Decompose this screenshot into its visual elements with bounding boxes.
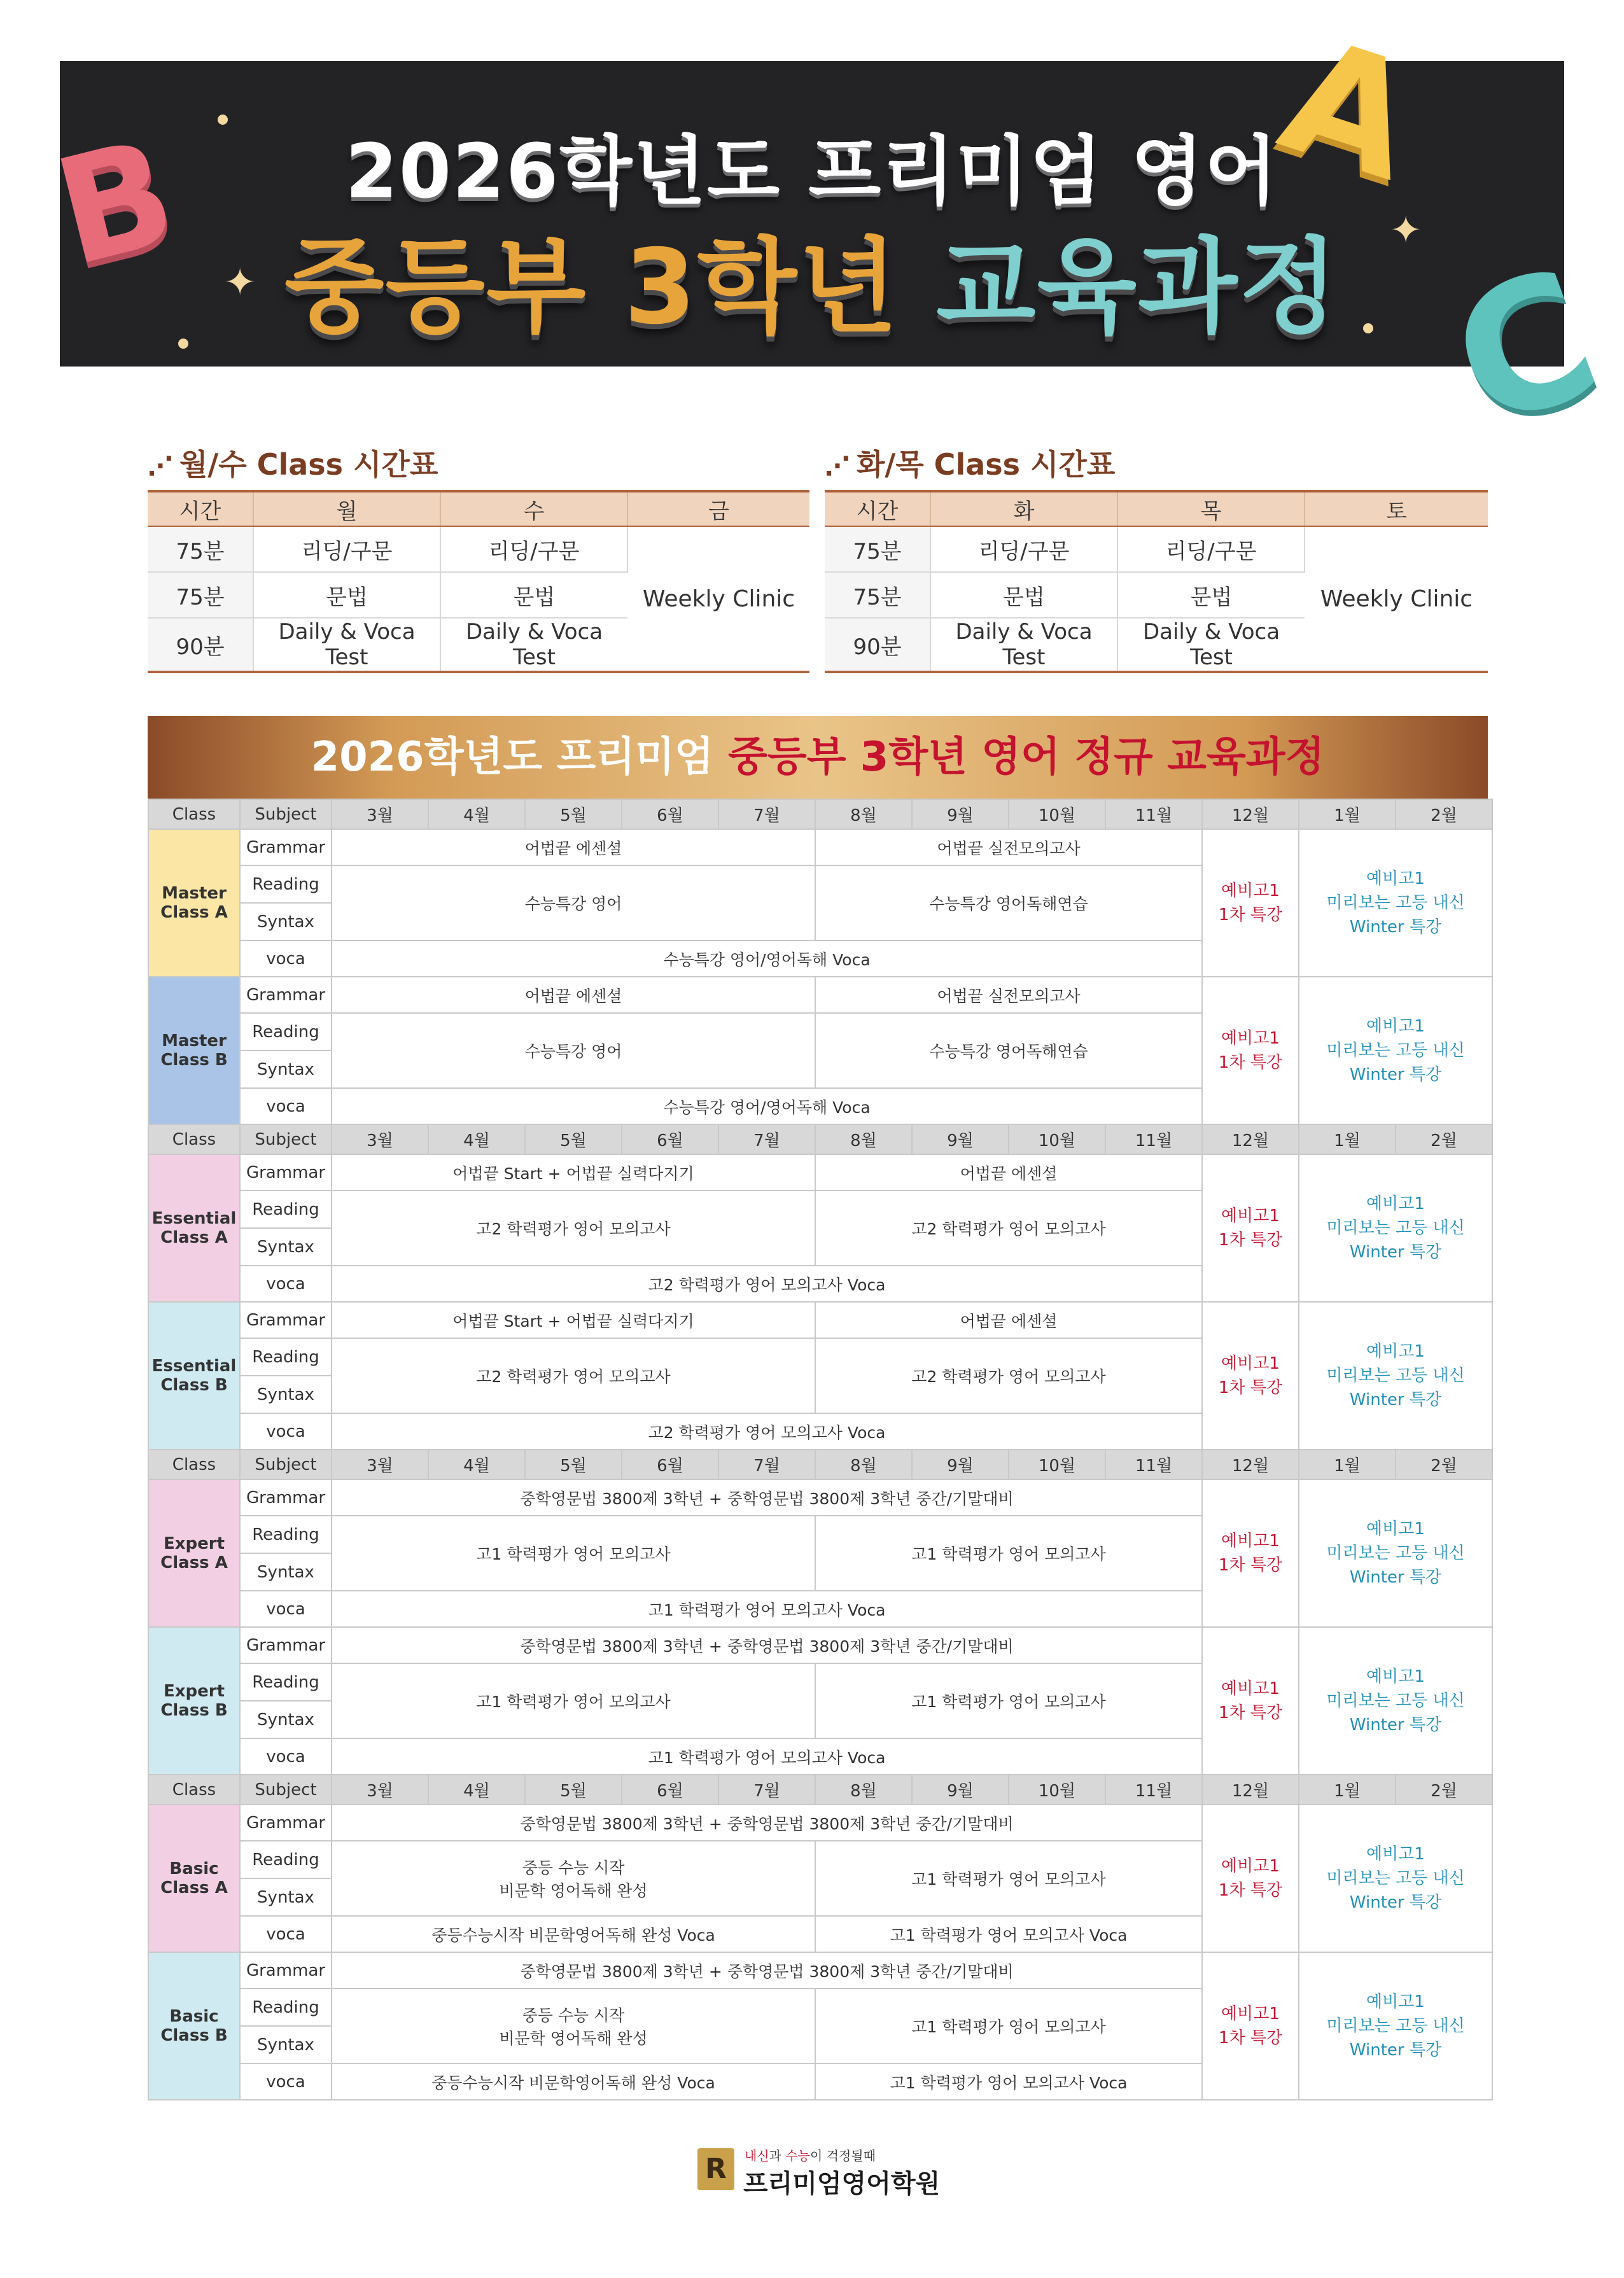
month-header: 7월	[718, 799, 815, 829]
reading-cell: 중등 수능 시작 비문학 영어독해 완성	[332, 1841, 815, 1916]
curriculum-title: 2026학년도 프리미엄 중등부 3학년 영어 정규 교육과정	[148, 716, 1488, 799]
month-header: 5월	[525, 1775, 622, 1805]
month-header: 9월	[912, 1775, 1009, 1805]
sparkle-icon: ✦	[1390, 208, 1422, 253]
month-header: 9월	[912, 1450, 1009, 1479]
month-header: 10월	[1009, 1124, 1105, 1154]
reading-cell: 고2 학력평가 영어 모의고사	[332, 1338, 815, 1413]
winter-special-cell: 예비고1 미리보는 고등 내신 Winter 특강	[1299, 1805, 1492, 1952]
month-header: 7월	[718, 1775, 815, 1805]
reading-cell: 고1 학력평가 영어 모의고사	[815, 1841, 1202, 1916]
month-header: 8월	[815, 1124, 912, 1154]
subject-cell: voca	[240, 1413, 332, 1450]
subject-cell: Grammar	[240, 1952, 332, 1988]
month-header: 7월	[718, 1450, 815, 1479]
reading-cell: 수능특강 영어독해연습	[815, 1013, 1202, 1088]
grammar-cell: 중학영문법 3800제 3학년 + 중학영문법 3800제 3학년 중간/기말대비	[332, 1627, 1202, 1663]
month-header: 6월	[622, 1450, 718, 1479]
month-header: 2월	[1396, 1775, 1492, 1805]
month-header: Subject	[240, 1124, 332, 1154]
class-name-cell: Essential Class B	[148, 1302, 240, 1450]
subject-cell: Grammar	[240, 1805, 332, 1841]
class-name-cell: Basic Class B	[148, 1952, 240, 2100]
table-row	[148, 1479, 1492, 1516]
month-header: 12월	[1202, 1450, 1299, 1479]
schedule-cell: 문법	[253, 572, 440, 618]
weekly-clinic-cell: Weekly Clinic	[1305, 526, 1488, 672]
schedule-mw-table	[148, 490, 809, 673]
letter-c-decoration: C	[1428, 229, 1623, 470]
december-special-cell: 예비고1 1차 특강	[1202, 1627, 1299, 1775]
subject-cell: Reading	[240, 1338, 332, 1376]
reading-cell: 고1 학력평가 영어 모의고사	[815, 1663, 1202, 1738]
voca-cell: 고1 학력평가 영어 모의고사 Voca	[815, 1916, 1202, 1952]
december-special-cell: 예비고1 1차 특강	[1202, 1302, 1299, 1450]
banner-subtitle-curriculum: 교육과정	[936, 228, 1340, 347]
voca-cell: 고2 학력평가 영어 모의고사 Voca	[332, 1413, 1202, 1450]
month-header: 11월	[1105, 799, 1202, 829]
subject-cell: Reading	[240, 1988, 332, 2026]
subject-cell: Grammar	[240, 829, 332, 865]
schedule-cell: 문법	[440, 572, 627, 618]
time-cell: 75분	[148, 526, 253, 572]
time-cell: 90분	[148, 618, 253, 672]
subject-cell: Reading	[240, 1841, 332, 1878]
month-header: Subject	[240, 799, 332, 829]
month-header: 4월	[428, 1124, 525, 1154]
month-header: 3월	[332, 799, 428, 829]
time-cell: 75분	[825, 572, 930, 618]
table-row	[148, 1627, 1492, 1663]
table-row	[148, 1302, 1492, 1338]
voca-cell: 고1 학력평가 영어 모의고사 Voca	[332, 1738, 1202, 1775]
col-header: 화	[930, 491, 1117, 526]
december-special-cell: 예비고1 1차 특강	[1202, 829, 1299, 977]
month-header: 5월	[525, 799, 622, 829]
subject-cell: Syntax	[240, 1228, 332, 1266]
reading-cell: 고1 학력평가 영어 모의고사	[332, 1516, 815, 1591]
december-special-cell: 예비고1 1차 특강	[1202, 1952, 1299, 2100]
letter-a-decoration: A	[1262, 2, 1437, 216]
december-special-cell: 예비고1 1차 특강	[1202, 977, 1299, 1124]
voca-cell: 고1 학력평가 영어 모의고사 Voca	[815, 2064, 1202, 2100]
month-header: 9월	[912, 799, 1009, 829]
schedule-cell: 문법	[1117, 572, 1305, 618]
table-row	[148, 1805, 1492, 1841]
month-header: 3월	[332, 1124, 428, 1154]
reading-cell: 수능특강 영어	[332, 865, 815, 940]
voca-cell: 고1 학력평가 영어 모의고사 Voca	[332, 1591, 1202, 1627]
subject-cell: Syntax	[240, 1878, 332, 1916]
month-header: 12월	[1202, 1124, 1299, 1154]
grammar-cell: 어법끝 에센셜	[332, 977, 815, 1013]
grammar-cell: 중학영문법 3800제 3학년 + 중학영문법 3800제 3학년 중간/기말대비	[332, 1952, 1202, 1988]
subject-cell: Grammar	[240, 1627, 332, 1663]
col-header: 금	[627, 491, 809, 526]
table-row	[148, 829, 1492, 865]
month-header: 12월	[1202, 799, 1299, 829]
schedule-tt-table	[825, 490, 1488, 673]
month-header: 5월	[525, 1450, 622, 1479]
class-name-cell: Basic Class A	[148, 1805, 240, 1952]
grammar-cell: 어법끝 Start + 어법끝 실력다지기	[332, 1302, 815, 1338]
grammar-cell: 어법끝 실전모의고사	[815, 977, 1202, 1013]
voca-cell: 고2 학력평가 영어 모의고사 Voca	[332, 1266, 1202, 1302]
subject-cell: Grammar	[240, 1154, 332, 1191]
subject-cell: Reading	[240, 1663, 332, 1701]
schedule-cell: 리딩/구문	[440, 526, 627, 572]
month-header: 8월	[815, 1450, 912, 1479]
voca-cell: 중등수능시작 비문학영어독해 완성 Voca	[332, 2064, 815, 2100]
month-header: 1월	[1299, 799, 1396, 829]
stairs-icon: ⋰	[825, 452, 850, 481]
col-header: 토	[1305, 491, 1488, 526]
month-header: 3월	[332, 1775, 428, 1805]
winter-special-cell: 예비고1 미리보는 고등 내신 Winter 특강	[1299, 1479, 1492, 1627]
subject-cell: Syntax	[240, 1051, 332, 1088]
col-header: 목	[1117, 491, 1305, 526]
time-cell: 75분	[825, 526, 930, 572]
reading-cell: 고1 학력평가 영어 모의고사	[815, 1516, 1202, 1591]
winter-special-cell: 예비고1 미리보는 고등 내신 Winter 특강	[1299, 1302, 1492, 1450]
voca-cell: 수능특강 영어/영어독해 Voca	[332, 1088, 1202, 1124]
reading-cell: 수능특강 영어	[332, 1013, 815, 1088]
schedule-cell: 문법	[930, 572, 1117, 618]
table-row	[148, 1952, 1492, 1988]
schedule-cell: Daily & Voca Test	[440, 618, 627, 672]
grammar-cell: 어법끝 에센셜	[815, 1302, 1202, 1338]
reading-cell: 중등 수능 시작 비문학 영어독해 완성	[332, 1988, 815, 2064]
winter-special-cell: 예비고1 미리보는 고등 내신 Winter 특강	[1299, 829, 1492, 977]
month-header: 9월	[912, 1124, 1009, 1154]
subject-cell: Reading	[240, 1516, 332, 1553]
month-header: Class	[148, 799, 240, 829]
time-cell: 90분	[825, 618, 930, 672]
class-name-cell: Master Class B	[148, 977, 240, 1124]
month-header: Class	[148, 1775, 240, 1805]
month-header: 10월	[1009, 799, 1105, 829]
letter-b-decoration: B	[41, 107, 191, 300]
academy-logo	[697, 2144, 965, 2198]
table-row	[148, 977, 1492, 1013]
subject-cell: Syntax	[240, 2026, 332, 2064]
month-header: 2월	[1396, 1450, 1492, 1479]
month-header: 11월	[1105, 1124, 1202, 1154]
subject-cell: Grammar	[240, 977, 332, 1013]
banner-subtitle-grade: 중등부 3학년	[284, 228, 899, 347]
subject-cell: voca	[240, 1738, 332, 1775]
reading-cell: 고2 학력평가 영어 모의고사	[815, 1191, 1202, 1266]
month-header: 1월	[1299, 1124, 1396, 1154]
subject-cell: Reading	[240, 1013, 332, 1051]
class-name-cell: Expert Class A	[148, 1479, 240, 1627]
subject-cell: Syntax	[240, 1376, 332, 1413]
reading-cell: 고2 학력평가 영어 모의고사	[815, 1338, 1202, 1413]
grammar-cell: 어법끝 에센셜	[815, 1154, 1202, 1191]
subject-cell: voca	[240, 1916, 332, 1952]
month-header: 8월	[815, 799, 912, 829]
winter-special-cell: 예비고1 미리보는 고등 내신 Winter 특강	[1299, 977, 1492, 1124]
subject-cell: Grammar	[240, 1302, 332, 1338]
curriculum-header-row	[148, 799, 1492, 829]
curriculum-header-row	[148, 1450, 1492, 1479]
reading-cell: 수능특강 영어독해연습	[815, 865, 1202, 940]
schedule-cell: 리딩/구문	[253, 526, 440, 572]
time-cell: 75분	[148, 572, 253, 618]
schedule-cell: 리딩/구문	[1117, 526, 1305, 572]
col-header: 수	[440, 491, 627, 526]
grammar-cell: 중학영문법 3800제 3학년 + 중학영문법 3800제 3학년 중간/기말대비	[332, 1479, 1202, 1516]
grammar-cell: 중학영문법 3800제 3학년 + 중학영문법 3800제 3학년 중간/기말대비	[332, 1805, 1202, 1841]
reading-cell: 고1 학력평가 영어 모의고사	[815, 1988, 1202, 2064]
month-header: 1월	[1299, 1775, 1396, 1805]
col-header: 시간	[148, 491, 253, 526]
subject-cell: Syntax	[240, 1553, 332, 1591]
subject-cell: Reading	[240, 1191, 332, 1228]
month-header: Class	[148, 1450, 240, 1479]
subject-cell: voca	[240, 1088, 332, 1124]
month-header: Class	[148, 1124, 240, 1154]
winter-special-cell: 예비고1 미리보는 고등 내신 Winter 특강	[1299, 1627, 1492, 1775]
schedule-cell: 리딩/구문	[930, 526, 1117, 572]
banner-subtitle	[60, 205, 1564, 353]
schedule-cell: Daily & Voca Test	[1117, 618, 1305, 672]
month-header: 11월	[1105, 1775, 1202, 1805]
logo-mark-icon: R	[697, 2148, 734, 2190]
winter-special-cell: 예비고1 미리보는 고등 내신 Winter 특강	[1299, 1154, 1492, 1302]
month-header: Subject	[240, 1775, 332, 1805]
sparkle-icon: ✦	[224, 260, 256, 305]
schedule-tt-title: ⋰ 화/목 Class 시간표	[825, 447, 1116, 482]
curriculum-header-row	[148, 1124, 1492, 1154]
december-special-cell: 예비고1 1차 특강	[1202, 1805, 1299, 1952]
month-header: 10월	[1009, 1775, 1105, 1805]
month-header: 7월	[718, 1124, 815, 1154]
december-special-cell: 예비고1 1차 특강	[1202, 1154, 1299, 1302]
month-header: 6월	[622, 799, 718, 829]
reading-cell: 고2 학력평가 영어 모의고사	[332, 1191, 815, 1266]
month-header: 1월	[1299, 1450, 1396, 1479]
month-header: 6월	[622, 1124, 718, 1154]
col-header: 월	[253, 491, 440, 526]
logo-tagline: 내신과 수능이 걱정될때	[745, 2148, 876, 2163]
month-header: 2월	[1396, 1124, 1492, 1154]
month-header: 4월	[428, 1450, 525, 1479]
weekly-clinic-cell: Weekly Clinic	[627, 526, 809, 672]
schedule-cell: Daily & Voca Test	[930, 618, 1117, 672]
subject-cell: voca	[240, 940, 332, 977]
subject-cell: Syntax	[240, 903, 332, 940]
curriculum-header-row	[148, 1775, 1492, 1805]
schedule-cell: Daily & Voca Test	[253, 618, 440, 672]
subject-cell: Syntax	[240, 1701, 332, 1738]
curriculum-table	[148, 799, 1493, 2100]
month-header: 5월	[525, 1124, 622, 1154]
class-name-cell: Essential Class A	[148, 1154, 240, 1302]
month-header: 8월	[815, 1775, 912, 1805]
month-header: 4월	[428, 799, 525, 829]
month-header: 6월	[622, 1775, 718, 1805]
stairs-icon: ⋰	[148, 452, 173, 481]
subject-cell: Grammar	[240, 1479, 332, 1516]
class-name-cell: Master Class A	[148, 829, 240, 977]
subject-cell: voca	[240, 1266, 332, 1302]
grammar-cell: 어법끝 에센셜	[332, 829, 815, 865]
grammar-cell: 어법끝 실전모의고사	[815, 829, 1202, 865]
reading-cell: 고1 학력평가 영어 모의고사	[332, 1663, 815, 1738]
academy-name: 프리미엄영어학원	[743, 2169, 941, 2198]
schedule-mw-title: ⋰ 월/수 Class 시간표	[148, 447, 438, 482]
class-name-cell: Expert Class B	[148, 1627, 240, 1775]
grammar-cell: 어법끝 Start + 어법끝 실력다지기	[332, 1154, 815, 1191]
subject-cell: Reading	[240, 865, 332, 903]
subject-cell: voca	[240, 2064, 332, 2100]
table-row	[148, 1154, 1492, 1191]
col-header: 시간	[825, 491, 930, 526]
month-header: 4월	[428, 1775, 525, 1805]
month-header: Subject	[240, 1450, 332, 1479]
december-special-cell: 예비고1 1차 특강	[1202, 1479, 1299, 1627]
month-header: 3월	[332, 1450, 428, 1479]
subject-cell: voca	[240, 1591, 332, 1627]
month-header: 12월	[1202, 1775, 1299, 1805]
banner-title: 2026학년도 프리미엄 영어	[345, 127, 1279, 215]
winter-special-cell: 예비고1 미리보는 고등 내신 Winter 특강	[1299, 1952, 1492, 2100]
month-header: 2월	[1396, 799, 1492, 829]
month-header: 11월	[1105, 1450, 1202, 1479]
month-header: 10월	[1009, 1450, 1105, 1479]
voca-cell: 중등수능시작 비문학영어독해 완성 Voca	[332, 1916, 815, 1952]
voca-cell: 수능특강 영어/영어독해 Voca	[332, 940, 1202, 977]
